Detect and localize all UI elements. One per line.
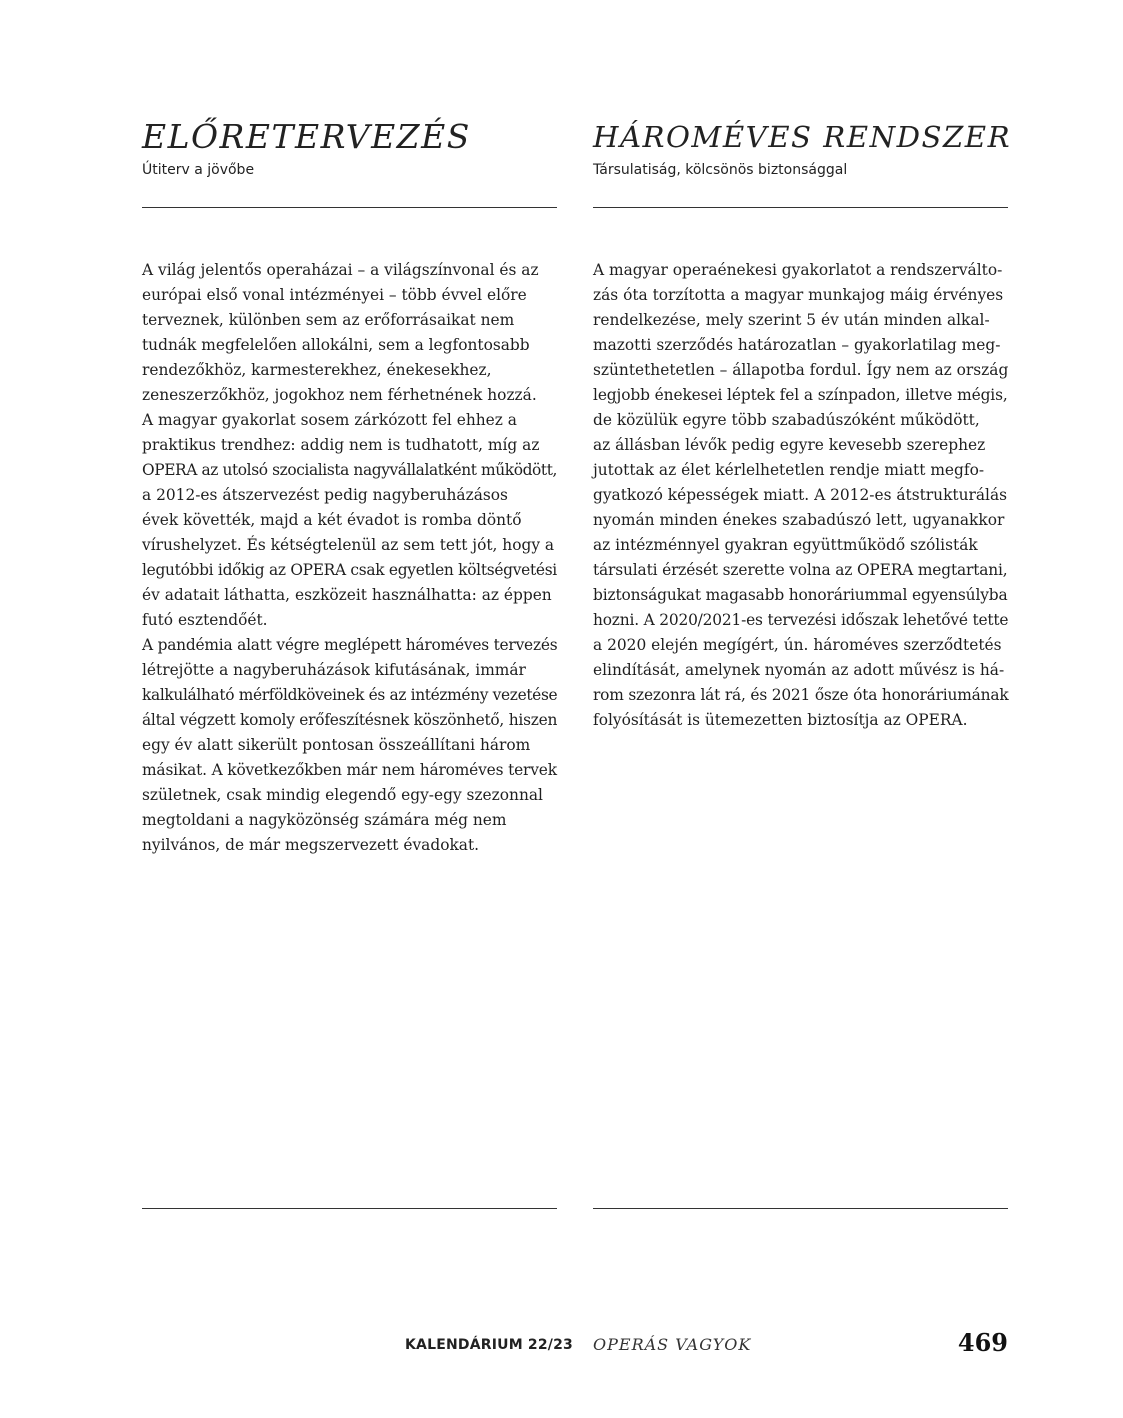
body-text-line: a 2012-es átszervezést pedig nagyberuházásos (142, 486, 508, 504)
body-text-line: európai első vonal intézményei – több évvel előre (142, 286, 527, 304)
right-column-body (593, 258, 1008, 733)
body-text-line: folyósítását is ütemezetten biztosítja az OPERA. (593, 711, 968, 729)
left-bottom-divider (142, 1208, 557, 1209)
right-column-title: HÁROMÉVES RENDSZER (593, 120, 1012, 154)
body-text-line: legjobb énekesei léptek fel a színpadon, illetve mégis, (593, 386, 1008, 404)
body-text-line: vírushelyzet. És kétségtelenül az sem tett jót, hogy a (142, 536, 555, 554)
body-text-line: zás óta torzította a magyar munkajog máig érvényes (593, 286, 1004, 304)
body-text-line: az állásban lévők pedig egyre kevesebb szerephez (593, 436, 986, 454)
body-text-line: másikat. A következőkben már nem hároméves tervek (142, 761, 557, 779)
body-text-line: az intézménnyel gyakran együttműködő szólisták (593, 536, 978, 554)
body-text-line: társulati érzését szerette volna az OPERA megtartani, (593, 561, 1008, 579)
body-text-line: OPERA az utolsó szocialista nagyvállalatként működött, (142, 461, 558, 479)
body-text-line: által végzett komoly erőfeszítésnek köszönhető, hiszen (142, 711, 558, 729)
body-text-line: mazotti szerződés határozatlan – gyakorlatilag meg- (593, 336, 1001, 354)
body-text-line: év adatait láthatta, eszközeit használhatta: az éppen (142, 586, 552, 604)
left-column-subtitle: Útiterv a jövőbe (142, 162, 255, 178)
body-text-line: A magyar gyakorlat sosem zárkózott fel ehhez a (142, 411, 517, 429)
body-text-line: nyilvános, de már megszervezett évadokat. (142, 836, 480, 854)
body-text-line: születnek, csak mindig elegendő egy-egy szezonnal (142, 786, 543, 804)
body-text-line: megtoldani a nagyközönség számára még nem (142, 811, 507, 829)
left-top-divider (142, 207, 557, 208)
body-text-line: de közülük egyre több szabadúszóként működött, (593, 411, 980, 429)
body-text-line: futó esztendőét. (142, 611, 268, 629)
right-top-divider (593, 207, 1008, 208)
body-text-line: egy év alatt sikerült pontosan összeállítani három (142, 736, 531, 754)
left-column-body (142, 258, 557, 858)
page-number: 469 (957, 1328, 1008, 1357)
body-text-line: évek követték, majd a két évadot is romba döntő (142, 511, 522, 529)
body-text-line: gyatkozó képességek miatt. A 2012-es átstrukturálás (593, 486, 1008, 504)
body-text-line: A világ jelentős operaházai – a világszínvonal és az (142, 261, 539, 279)
body-text-line: tudnák megfelelően allokálni, sem a legfontosabb (142, 336, 530, 354)
body-text-line: létrejötte a nagyberuházások kifutásának, immár (142, 661, 526, 679)
body-text-line: elindítását, amelynek nyomán az adott művész is há- (593, 661, 1005, 679)
right-column-subtitle: Társulatiság, kölcsönös biztonsággal (593, 162, 848, 178)
body-text-line: terveznek, különben sem az erőforrásaikat nem (142, 311, 515, 329)
body-text-line: praktikus trendhez: addig nem is tudhatott, míg az (142, 436, 540, 454)
body-text-line: rom szezonra lát rá, és 2021 ősze óta honoráriumának (593, 686, 1009, 704)
left-column-title: ELŐRETERVEZÉS (142, 117, 471, 156)
footer-section-title: OPERÁS VAGYOK (593, 1335, 752, 1354)
body-text-line: szüntethetetlen – állapotba fordul. Így nem az ország (593, 361, 1009, 379)
body-text-line: biztonságukat magasabb honoráriummal egyensúlyba (593, 586, 1008, 604)
body-text-line: hozni. A 2020/2021-es tervezési időszak lehetővé tette (593, 611, 1009, 629)
body-text-line: zeneszerzőkhöz, jogokhoz nem férhetnének hozzá. (142, 386, 537, 404)
body-text-line: rendelkezése, mely szerint 5 év után minden alkal- (593, 311, 990, 329)
body-text-line: A magyar operaénekesi gyakorlatot a rendszerválto- (593, 261, 1003, 279)
body-text-line: legutóbbi időkig az OPERA csak egyetlen költségvetési (142, 561, 557, 579)
body-text-line: jutottak az élet kérlelhetetlen rendje miatt megfo- (593, 461, 985, 479)
body-text-line: a 2020 elején megígért, ún. hároméves szerződtetés (593, 636, 1002, 654)
right-bottom-divider (593, 1208, 1008, 1209)
body-text-line: nyomán minden énekes szabadúszó lett, ugyanakkor (593, 511, 1005, 529)
body-text-line: kalkulálható mérföldköveinek és az intézmény vezetése (142, 686, 558, 704)
body-text-line: rendezőkhöz, karmesterekhez, énekesekhez, (142, 361, 492, 379)
footer-publication: KALENDÁRIUM 22/23 (405, 1337, 573, 1353)
body-text-line: A pandémia alatt végre meglépett hároméves tervezés (142, 636, 558, 654)
